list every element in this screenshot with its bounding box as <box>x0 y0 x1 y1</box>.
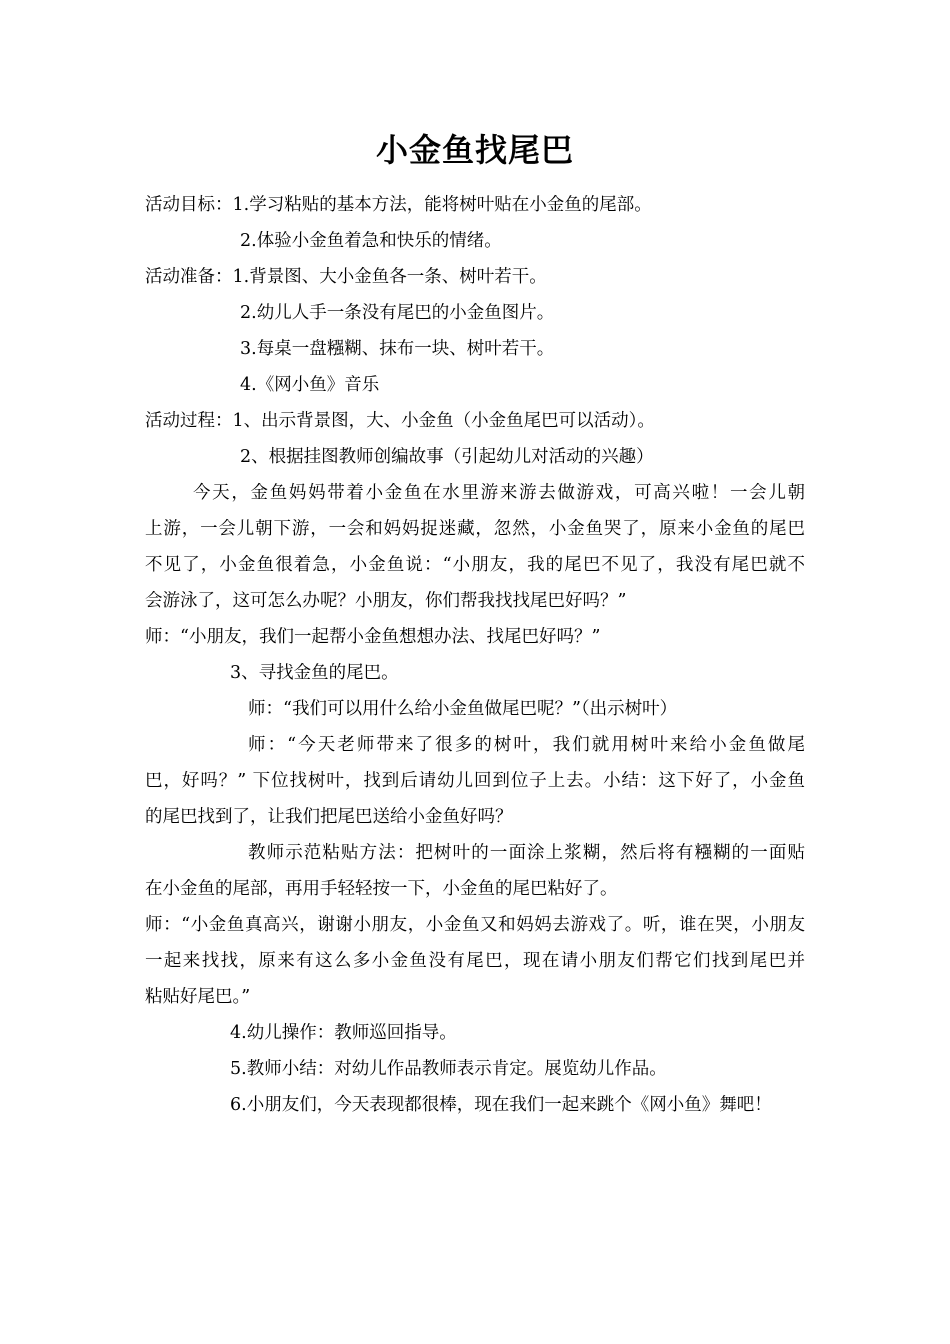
text-line: 的尾巴找到了，让我们把尾巴送给小金鱼好吗？ <box>145 807 513 827</box>
text-line: 活动准备：1.背景图、大小金鱼各一条、树叶若干。 <box>145 267 547 287</box>
text-line: 会游泳了，这可怎么办呢？小朋友，你们帮我找找尾巴好吗？” <box>145 591 627 611</box>
text-line: 3、寻找金鱼的尾巴。 <box>230 663 399 683</box>
text-line: 2.幼儿人手一条没有尾巴的小金鱼图片。 <box>240 303 555 323</box>
text-line: 活动目标：1.学习粘贴的基本方法，能将树叶贴在小金鱼的尾部。 <box>145 195 652 215</box>
text-line: 今天，金鱼妈妈带着小金鱼在水里游来游去做游戏，可高兴啦！一会儿朝 <box>193 483 805 503</box>
text-line: 3.每桌一盘糨糊、抹布一块、树叶若干。 <box>240 339 555 359</box>
text-line: 在小金鱼的尾部，再用手轻轻按一下，小金鱼的尾巴粘好了。 <box>145 879 618 899</box>
text-line: 2.体验小金鱼着急和快乐的情绪。 <box>240 231 502 251</box>
text-line: 粘贴好尾巴。” <box>145 987 251 1007</box>
text-line: 活动过程：1、出示背景图，大、小金鱼（小金鱼尾巴可以活动）。 <box>145 411 655 431</box>
text-line: 巴，好吗？” 下位找树叶，找到后请幼儿回到位子上去。小结：这下好了，小金鱼 <box>145 771 805 791</box>
text-line: 师：“小金鱼真高兴，谢谢小朋友，小金鱼又和妈妈去游戏了。听，谁在哭，小朋友 <box>145 915 805 935</box>
text-line: 6.小朋友们，今天表现都很棒，现在我们一起来跳个《网小鱼》舞吧！ <box>230 1095 772 1115</box>
text-line: 师：“今天老师带来了很多的树叶，我们就用树叶来给小金鱼做尾 <box>248 735 805 755</box>
document-title: 小金鱼找尾巴 <box>375 131 574 169</box>
text-line: 2、根据挂图教师创编故事（引起幼儿对活动的兴趣） <box>240 447 654 467</box>
text-line: 5.教师小结：对幼儿作品教师表示肯定。展览幼儿作品。 <box>230 1059 667 1079</box>
text-line: 师：“我们可以用什么给小金鱼做尾巴呢？”（出示树叶） <box>248 699 678 719</box>
text-line: 师：“小朋友，我们一起帮小金鱼想想办法、找尾巴好吗？” <box>145 627 601 647</box>
text-line: 4.《网小鱼》音乐 <box>240 375 380 395</box>
text-line: 不见了，小金鱼很着急，小金鱼说：“小朋友，我的尾巴不见了，我没有尾巴就不 <box>145 555 805 575</box>
text-line: 4.幼儿操作：教师巡回指导。 <box>230 1023 457 1043</box>
text-line: 教师示范粘贴方法：把树叶的一面涂上浆糊，然后将有糨糊的一面贴 <box>248 843 805 863</box>
text-line: 一起来找找，原来有这么多小金鱼没有尾巴，现在请小朋友们帮它们找到尾巴并 <box>145 951 805 971</box>
text-line: 上游，一会儿朝下游，一会和妈妈捉迷藏，忽然，小金鱼哭了，原来小金鱼的尾巴 <box>145 519 805 539</box>
